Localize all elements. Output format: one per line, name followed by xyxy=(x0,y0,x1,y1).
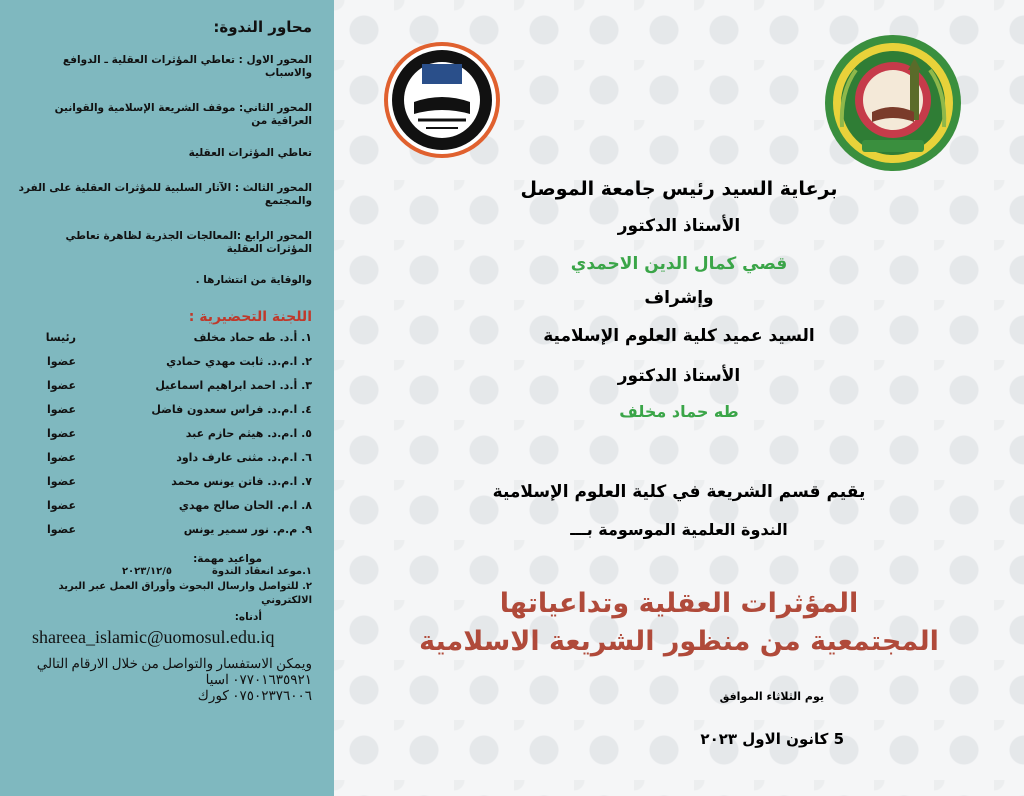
supervision-label: وإشراف xyxy=(644,288,714,308)
date-item xyxy=(18,594,312,609)
member-role: عضوا xyxy=(46,523,76,537)
member-role: عضوا xyxy=(46,499,76,513)
date-item-label: ٢. للتواصل وارسال البحوث وأوراق العمل عبر البريد xyxy=(58,580,312,592)
sidebar-panel xyxy=(0,0,334,796)
phone-number: ٠٧٥٠٢٣٧٦٠٠٦ كورك xyxy=(197,688,312,704)
date-item xyxy=(18,565,312,580)
date-item-label: ١.موعد انعقاد الندوة xyxy=(211,566,312,578)
seminar-title-line-2: المجتمعية من منظور الشريعة الاسلامية xyxy=(419,626,939,657)
member-role: عضوا xyxy=(46,355,76,369)
contact-info xyxy=(18,656,312,705)
member-name: ٤. ا.م.د. فراس سعدون فاضل xyxy=(151,403,312,417)
member-role: رئيسا xyxy=(45,331,76,345)
member-role: عضوا xyxy=(46,451,76,465)
patron-name: قصي كمال الدين الاحمدي xyxy=(570,254,788,274)
dean-title: الأستاذ الدكتور xyxy=(617,366,741,386)
member-role: عضوا xyxy=(46,475,76,489)
phone-number: ٠٧٧٠١٦٣٥٩٢١ اسيا xyxy=(205,671,312,687)
axis-4-line-1: المحور الرابع :المعالجات الجذرية لظاهرة تعاطي المؤثرات العقلية xyxy=(65,229,312,255)
committee-member xyxy=(18,475,312,499)
committee-member xyxy=(18,451,312,475)
committee-member xyxy=(18,355,312,379)
axis-2-line-2: تعاطي المؤثرات العقلية xyxy=(188,146,312,159)
seminar-title-line-1: المؤثرات العقلية وتداعياتها xyxy=(499,588,859,619)
axes-heading: محاور الندوة: xyxy=(213,18,312,36)
axis-2-line-1: المحور الثاني: موقف الشريعة الإسلامية والقوانين العراقية من xyxy=(54,102,312,128)
committee-member xyxy=(18,523,312,547)
axis-4-line-2: والوقاية من انتشارها . xyxy=(195,274,312,287)
college-seal-logo xyxy=(822,32,964,174)
member-name: ٢. ا.م.د. ثابت مهدي حمادي xyxy=(166,355,312,369)
contact-email[interactable]: shareea_islamic@uomosul.edu.iq xyxy=(32,626,275,647)
seminar-intro: الندوة العلمية الموسومة بـــ xyxy=(570,520,788,539)
member-name: ١. أ.د. طه حماد مخلف xyxy=(193,331,312,345)
committee-heading: اللجنة التحضيرية : xyxy=(188,309,312,326)
patronage-line: برعاية السيد رئيس جامعة الموصل xyxy=(520,178,838,200)
member-role: عضوا xyxy=(46,379,76,393)
committee-member xyxy=(18,403,312,427)
member-name: ٥. ا.م.د. هيثم حازم عبد xyxy=(185,427,312,441)
committee-list xyxy=(18,331,312,547)
event-day: يوم الثلاثاء الموافق xyxy=(719,690,824,703)
date-item-label: الالكتروني xyxy=(261,595,312,607)
dean-name: طه حماد مخلف xyxy=(619,402,739,421)
dean-line: السيد عميد كلية العلوم الإسلامية xyxy=(543,326,815,346)
member-name: ٣. أ.د. احمد ابراهيم اسماعيل xyxy=(155,379,312,393)
contact-line: ويمكن الاستفسار والتواصل من خلال الارقام التالي xyxy=(36,655,312,671)
email-label: أدناه: xyxy=(234,610,262,623)
axis-2 xyxy=(18,102,312,159)
event-date: 5 كانون الاول ٢٠٢٣ xyxy=(700,730,844,748)
member-name: ٦. ا.م.د. مثنى عارف داود xyxy=(176,451,312,465)
date-item-value: ٢٠٢٣/١٢/٥ xyxy=(121,566,172,578)
date-item xyxy=(18,580,312,595)
patron-title: الأستاذ الدكتور xyxy=(617,216,741,236)
member-name: ٧. ا.م.د. فاتن يونس محمد xyxy=(171,475,312,489)
committee-member xyxy=(18,379,312,403)
axis-1: المحور الاول : تعاطي المؤثرات العقلية ـ الدوافع والاسباب xyxy=(62,54,312,80)
committee-member xyxy=(18,499,312,523)
member-role: عضوا xyxy=(46,427,76,441)
axis-4 xyxy=(18,230,312,287)
important-dates-heading: مواعيد مهمة: xyxy=(193,553,262,566)
university-seal-logo xyxy=(382,40,502,160)
member-role: عضوا xyxy=(46,403,76,417)
committee-member xyxy=(18,427,312,451)
axis-3: المحور الثالث : الآثار السلبية للمؤثرات العقلية على الفرد والمجتمع xyxy=(18,181,312,207)
organizer-line: يقيم قسم الشريعة في كلية العلوم الإسلامية xyxy=(492,482,866,502)
poster-main xyxy=(334,0,1024,796)
committee-member xyxy=(18,331,312,355)
member-name: ٨. ا.م. الحان صالح مهدي xyxy=(178,499,312,513)
member-name: ٩. م.م. نور سمير يونس xyxy=(183,523,312,537)
